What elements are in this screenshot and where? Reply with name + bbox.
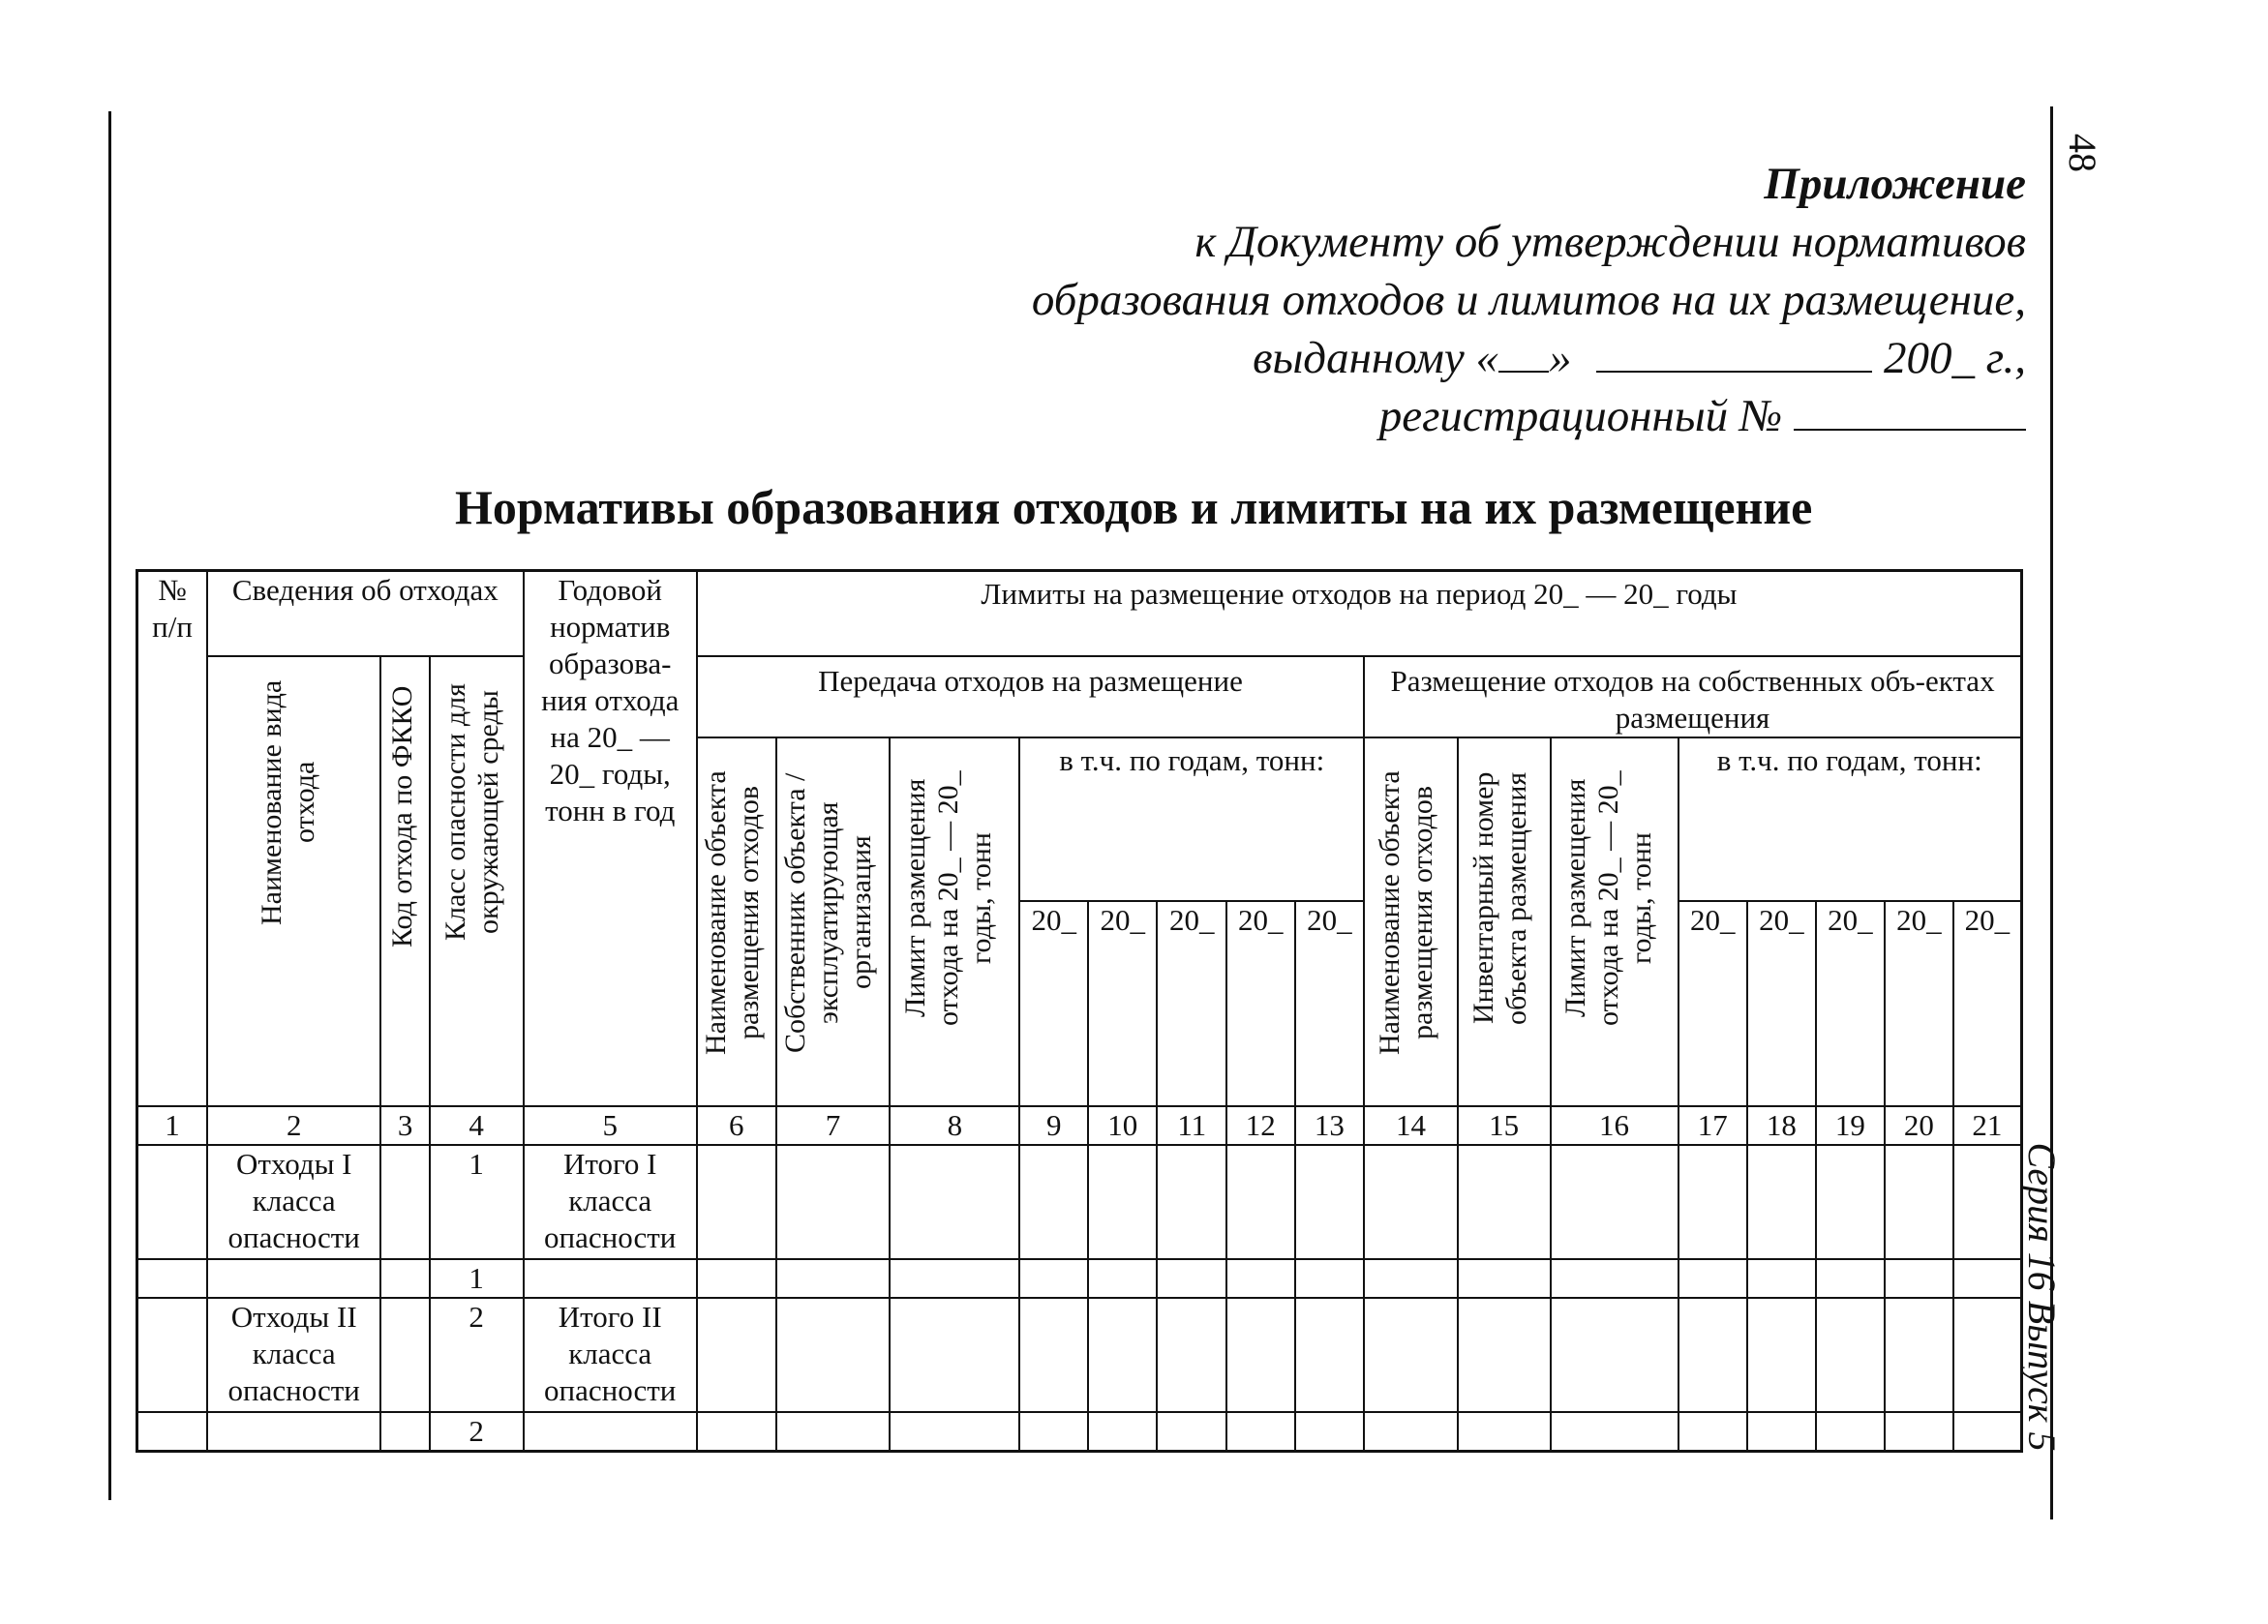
header-own-objects: Размещение отходов на собственных объ-ектах размещения: [1364, 656, 2021, 737]
col-number: 12: [1226, 1106, 1295, 1145]
col-number: 16: [1551, 1106, 1678, 1145]
col-number: 2: [207, 1106, 380, 1145]
col-number: 3: [380, 1106, 429, 1145]
col-number: 9: [1019, 1106, 1088, 1145]
appendix-line-1: к Документу об утверждении нормативов: [1194, 217, 2026, 267]
appendix-title: Приложение: [1764, 159, 2026, 209]
row-waste-name: [207, 1259, 380, 1298]
col-number: 8: [890, 1106, 1019, 1145]
header-waste-info: Сведения об отходах: [207, 571, 524, 656]
cell: [137, 1259, 208, 1298]
year-col-13: 20_: [1295, 901, 1365, 1106]
col-number: 17: [1678, 1106, 1748, 1145]
year-col-21: 20_: [1953, 901, 2022, 1106]
year-col-17: 20_: [1678, 901, 1748, 1106]
row-hazard-class: 2: [430, 1412, 524, 1452]
document-title: Нормативы образования отходов и лимиты на их размещение: [455, 480, 1813, 534]
year-col-12: 20_: [1226, 901, 1295, 1106]
cell: [380, 1145, 429, 1259]
header-by-years: в т.ч. по годам, тонн:: [1019, 737, 1364, 901]
appendix-line-2: образования отходов и лимитов на их размещение,: [1031, 275, 2026, 325]
year-col-19: 20_: [1816, 901, 1886, 1106]
col-number: 13: [1295, 1106, 1365, 1145]
col-number: 15: [1458, 1106, 1551, 1145]
table-row: [137, 1412, 2022, 1452]
table-row: [137, 1145, 2022, 1259]
col-number: 5: [524, 1106, 697, 1145]
cell: [380, 1298, 429, 1412]
day-blank: [1498, 332, 1549, 373]
row-waste-name: Отходы II класса опасности: [207, 1298, 380, 1412]
cell: [137, 1412, 208, 1452]
year-col-18: 20_: [1747, 901, 1816, 1106]
header-waste-name: Наименование вида отхода: [207, 656, 380, 1106]
table-row: [137, 1298, 2022, 1412]
col-number: 1: [137, 1106, 208, 1145]
cell: [380, 1412, 429, 1452]
issued-mid: »: [1549, 333, 1572, 383]
header-object-name-2: Наименование объекта размещения отходов: [1364, 737, 1458, 1106]
month-blank: [1596, 332, 1872, 373]
header-fkko-code: Код отхода по ФККО: [380, 656, 429, 1106]
cell: [137, 1145, 208, 1259]
header-owner: Собственник объекта / эксплуатирующая организация: [776, 737, 891, 1106]
header-limit: Лимит размещения отхода на 20_ — 20_ годы, тонн: [890, 737, 1019, 1106]
header-inventory-number: Инвентарный номер объекта размещения: [1458, 737, 1551, 1106]
row-total: [524, 1259, 697, 1298]
row-waste-name: [207, 1412, 380, 1452]
col-number: 10: [1088, 1106, 1158, 1145]
issued-year: 200_ г.,: [1884, 333, 2026, 383]
row-hazard-class: 1: [430, 1259, 524, 1298]
col-number: 4: [430, 1106, 524, 1145]
col-number: 7: [776, 1106, 891, 1145]
col-number: 20: [1885, 1106, 1953, 1145]
header-transfer: Передача отходов на размещение: [697, 656, 1364, 737]
row-total: [524, 1412, 697, 1452]
header-limit-2: Лимит размещения отхода на 20_ — 20_ годы, тонн: [1551, 737, 1678, 1106]
row-hazard-class: 2: [430, 1298, 524, 1412]
col-number: 21: [1953, 1106, 2022, 1145]
header-by-years-2: в т.ч. по годам, тонн:: [1678, 737, 2022, 901]
page-number: 48: [2061, 134, 2105, 172]
cell: [137, 1298, 208, 1412]
series-label: Серия 16 Выпуск 5: [2020, 1142, 2065, 1452]
year-col-11: 20_: [1157, 901, 1226, 1106]
row-waste-name: Отходы I класса опасности: [207, 1145, 380, 1259]
row-hazard-class: 1: [430, 1145, 524, 1259]
header-annual-norm: Годовой норматив образова-ния отхода на 20_ — 20_ годы, тонн в год: [524, 571, 697, 1106]
cell: [380, 1259, 429, 1298]
appendix-line-4: [1032, 387, 2026, 445]
year-col-9: 20_: [1019, 901, 1088, 1106]
year-col-20: 20_: [1885, 901, 1953, 1106]
col-number: 11: [1157, 1106, 1226, 1145]
col-number: 14: [1364, 1106, 1458, 1145]
norms-table: [136, 569, 2023, 1453]
table-row: [137, 1259, 2022, 1298]
appendix-line-3: [1032, 329, 2026, 387]
header-limits: Лимиты на размещение отходов на период 20_ — 20_ годы: [697, 571, 2022, 656]
registration-label: регистрационный №: [1378, 391, 1783, 441]
appendix-block: [1032, 155, 2026, 445]
col-number: 18: [1747, 1106, 1816, 1145]
registration-blank: [1794, 390, 2026, 431]
header-hazard-class: Класс опасности для окружающей среды: [430, 656, 524, 1106]
col-number: 19: [1816, 1106, 1886, 1145]
header-object-name: Наименование объекта размещения отходов: [697, 737, 776, 1106]
row-total: Итого II класса опасности: [524, 1298, 697, 1412]
col-number: 6: [697, 1106, 776, 1145]
left-margin-rule: [108, 111, 111, 1500]
row-total: Итого I класса опасности: [524, 1145, 697, 1259]
issued-prefix: выданному «: [1253, 333, 1499, 383]
header-num: № п/п: [137, 571, 208, 1106]
year-col-10: 20_: [1088, 901, 1158, 1106]
